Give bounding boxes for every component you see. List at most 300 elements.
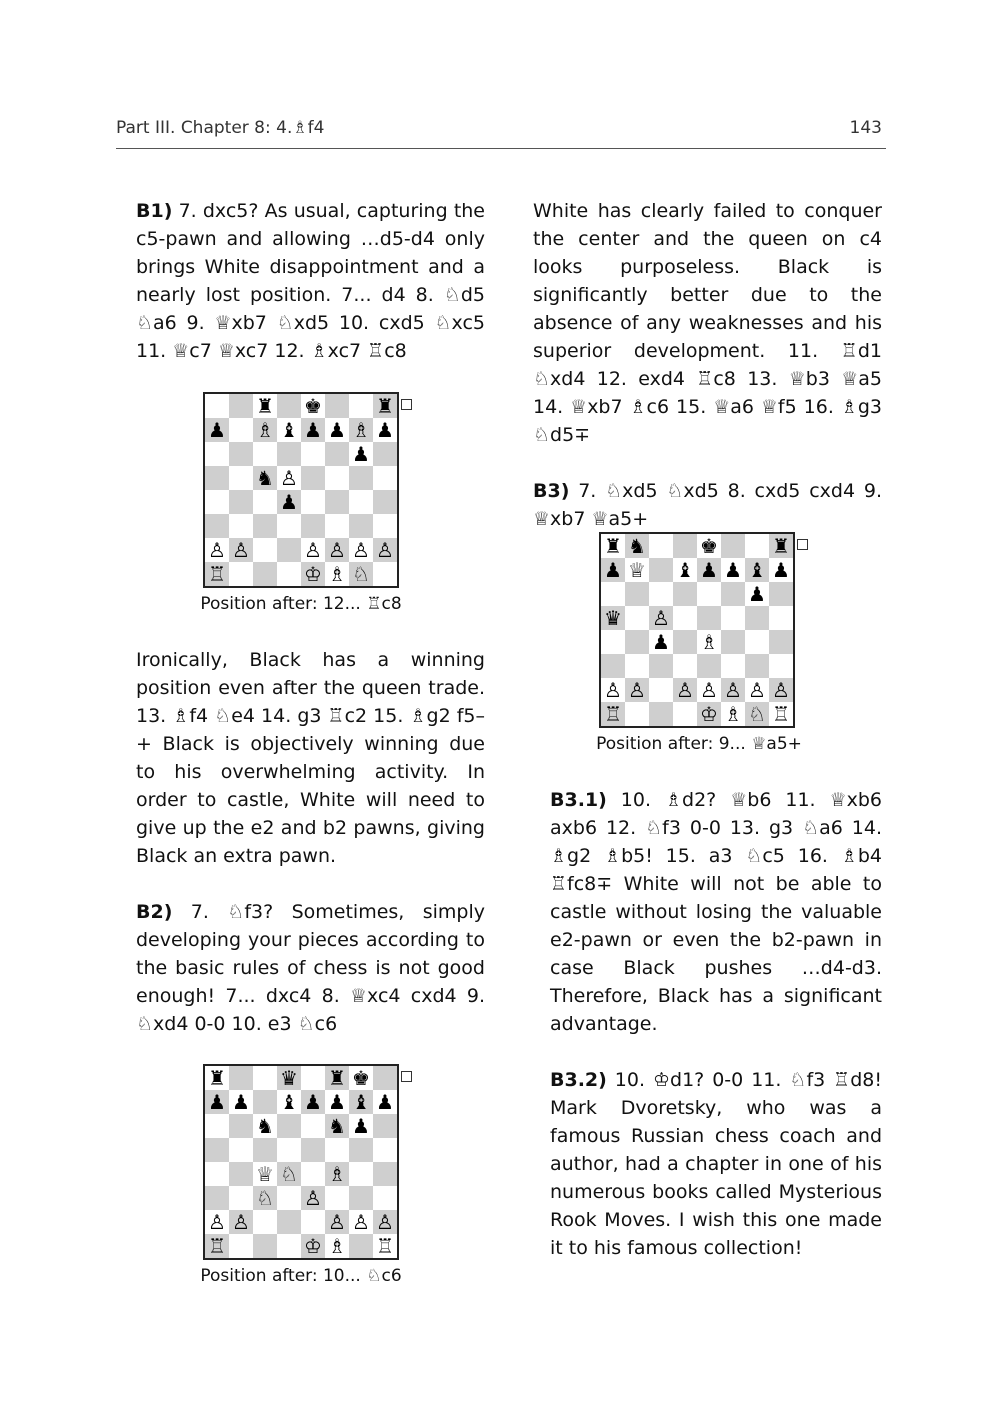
diagram-caption: Position after: 10... ♘c6	[200, 1266, 402, 1286]
board-square	[277, 1114, 301, 1138]
white-pawn-icon: ♙	[604, 678, 622, 702]
board-square	[229, 1186, 253, 1210]
white-pawn-icon: ♙	[772, 678, 790, 702]
board-square	[205, 1114, 229, 1138]
board-square	[325, 1090, 349, 1114]
black-pawn-icon: ♟	[328, 1090, 346, 1114]
white-queen-icon: ♕	[628, 558, 646, 582]
black-pawn-icon: ♟	[280, 490, 298, 514]
white-knight-icon: ♘	[280, 1162, 298, 1186]
white-pawn-icon: ♙	[628, 678, 646, 702]
white-pawn-icon: ♙	[232, 1210, 250, 1234]
board-square	[769, 630, 793, 654]
paragraph-b1	[136, 197, 485, 365]
board-square	[349, 1186, 373, 1210]
board-square	[373, 466, 397, 490]
board-square	[301, 418, 325, 442]
board-square	[229, 1114, 253, 1138]
board-square	[325, 442, 349, 466]
black-pawn-icon: ♟	[724, 558, 742, 582]
board-square	[325, 394, 349, 418]
board-square	[349, 1162, 373, 1186]
board-square	[373, 1138, 397, 1162]
black-pawn-icon: ♟	[352, 1114, 370, 1138]
paragraph-ironically	[136, 646, 485, 870]
board-square	[625, 630, 649, 654]
paragraph-b3-2	[550, 1066, 882, 1262]
black-knight-icon: ♞	[256, 1114, 274, 1138]
board-square	[253, 538, 277, 562]
side-to-move-marker	[401, 399, 412, 410]
board-square	[349, 1114, 373, 1138]
board-square	[229, 466, 253, 490]
board-square	[301, 1210, 325, 1234]
board-square	[745, 654, 769, 678]
left-column-top	[136, 197, 485, 365]
board-square	[649, 678, 673, 702]
paragraph-text: 7. ♘xd5 ♘xd5 8. cxd5 cxd4 9. ♕xb7 ♕a5+	[533, 480, 882, 530]
board-square	[721, 582, 745, 606]
board-square	[205, 1066, 229, 1090]
board-square	[205, 394, 229, 418]
board-square	[277, 1186, 301, 1210]
board-square	[229, 562, 253, 586]
black-bishop-icon: ♝	[280, 418, 298, 442]
paragraph-b3-1	[550, 786, 882, 1038]
white-queen-icon: ♕	[256, 1162, 274, 1186]
board-square	[301, 1234, 325, 1258]
white-pawn-icon: ♙	[652, 606, 670, 630]
board-square	[721, 534, 745, 558]
board-square	[697, 630, 721, 654]
board-square	[601, 582, 625, 606]
board-square	[205, 418, 229, 442]
white-pawn-icon: ♙	[676, 678, 694, 702]
board-square	[349, 538, 373, 562]
board-square	[349, 418, 373, 442]
board-square	[697, 702, 721, 726]
board-square	[649, 630, 673, 654]
board-square	[301, 1162, 325, 1186]
board-square	[253, 1066, 277, 1090]
board-square	[745, 702, 769, 726]
board-square	[301, 1066, 325, 1090]
board-square	[277, 418, 301, 442]
chess-diagram-3	[599, 532, 795, 728]
white-king-icon: ♔	[304, 562, 322, 586]
paragraph-b2	[136, 898, 485, 1038]
board-square	[325, 1162, 349, 1186]
board-square	[253, 1210, 277, 1234]
black-pawn-icon: ♟	[652, 630, 670, 654]
section-label: B1)	[136, 200, 173, 222]
white-pawn-icon: ♙	[304, 1186, 322, 1210]
board-square	[601, 702, 625, 726]
white-pawn-icon: ♙	[376, 538, 394, 562]
white-pawn-icon: ♙	[208, 1210, 226, 1234]
running-header	[116, 114, 886, 149]
board-square	[253, 490, 277, 514]
board-square	[601, 654, 625, 678]
section-label: B3.2)	[550, 1069, 607, 1091]
white-pawn-icon: ♙	[724, 678, 742, 702]
board-square	[601, 534, 625, 558]
board-square	[721, 678, 745, 702]
board-square	[205, 1186, 229, 1210]
section-label: B2)	[136, 901, 173, 923]
black-rook-icon: ♜	[604, 534, 622, 558]
black-queen-icon: ♛	[280, 1066, 298, 1090]
board-square	[205, 442, 229, 466]
board-square	[649, 582, 673, 606]
board-square	[205, 1138, 229, 1162]
board-square	[253, 1162, 277, 1186]
chess-diagram-2	[203, 1064, 399, 1260]
black-pawn-icon: ♟	[376, 1090, 394, 1114]
board-square	[649, 654, 673, 678]
board-square	[205, 514, 229, 538]
board-square	[673, 678, 697, 702]
chessboard	[203, 1064, 399, 1260]
board-square	[301, 442, 325, 466]
board-square	[277, 1138, 301, 1162]
board-square	[349, 394, 373, 418]
board-square	[253, 1234, 277, 1258]
board-square	[277, 1090, 301, 1114]
side-to-move-marker	[797, 539, 808, 550]
board-square	[325, 1234, 349, 1258]
board-square	[697, 558, 721, 582]
board-square	[349, 442, 373, 466]
side-to-move-marker	[401, 1071, 412, 1082]
board-square	[649, 606, 673, 630]
board-square	[253, 1114, 277, 1138]
black-pawn-icon: ♟	[232, 1090, 250, 1114]
board-square	[349, 1138, 373, 1162]
board-square	[721, 702, 745, 726]
white-pawn-icon: ♙	[328, 538, 346, 562]
white-pawn-icon: ♙	[208, 538, 226, 562]
white-pawn-icon: ♙	[232, 538, 250, 562]
white-bishop-icon: ♗	[700, 630, 718, 654]
board-square	[697, 654, 721, 678]
white-rook-icon: ♖	[208, 1234, 226, 1258]
board-square	[625, 558, 649, 582]
black-king-icon: ♚	[700, 534, 718, 558]
board-square	[229, 514, 253, 538]
board-square	[229, 418, 253, 442]
white-bishop-icon: ♗	[352, 418, 370, 442]
board-square	[301, 466, 325, 490]
board-square	[277, 1066, 301, 1090]
board-square	[373, 514, 397, 538]
board-square	[229, 1138, 253, 1162]
board-square	[325, 1138, 349, 1162]
white-knight-icon: ♘	[352, 562, 370, 586]
black-queen-icon: ♛	[604, 606, 622, 630]
black-pawn-icon: ♟	[700, 558, 718, 582]
board-square	[277, 394, 301, 418]
paragraph-text: Ironically, Black has a winning position even after the queen trade. 13. ♗f4 ♘e4 14. g3 ♖c2 15. ♗g2 f5–+ Black is objectively winning due to his overwhelming activity. In order to castle, White will need to give up the e2 and b2 pawns, giving Black an extra pawn.	[136, 649, 485, 867]
board-square	[625, 534, 649, 558]
board-square	[673, 702, 697, 726]
board-square	[373, 1066, 397, 1090]
white-pawn-icon: ♙	[352, 538, 370, 562]
board-square	[769, 606, 793, 630]
paragraph-b3	[533, 477, 882, 533]
black-pawn-icon: ♟	[328, 418, 346, 442]
black-bishop-icon: ♝	[280, 1090, 298, 1114]
white-rook-icon: ♖	[604, 702, 622, 726]
white-pawn-icon: ♙	[352, 1210, 370, 1234]
right-column-top	[533, 197, 882, 533]
white-pawn-icon: ♙	[328, 1210, 346, 1234]
board-square	[745, 534, 769, 558]
paragraph-text: White has clearly failed to conquer the center and the queen on c4 looks purposeless. Black is significantly better due to the absence of any weaknesses and his superior development. 11. ♖d1 ♘xd4 12. exd4 ♖c8 13. ♕b3 ♕a5 14. ♕xb7 ♗c6 15. ♕a6 ♕f5 16. ♗g3 ♘d5∓	[533, 200, 882, 446]
board-square	[205, 538, 229, 562]
board-square	[745, 582, 769, 606]
white-bishop-icon: ♗	[328, 562, 346, 586]
board-square	[673, 582, 697, 606]
black-rook-icon: ♜	[328, 1066, 346, 1090]
board-square	[253, 562, 277, 586]
board-square	[373, 394, 397, 418]
white-pawn-icon: ♙	[280, 466, 298, 490]
board-square	[721, 654, 745, 678]
page-number: 143	[849, 118, 882, 138]
board-square	[325, 490, 349, 514]
white-bishop-icon: ♗	[256, 418, 274, 442]
left-column-middle	[136, 646, 485, 1038]
black-bishop-icon: ♝	[352, 1090, 370, 1114]
chessboard	[599, 532, 795, 728]
board-square	[325, 418, 349, 442]
board-square	[601, 630, 625, 654]
black-pawn-icon: ♟	[604, 558, 622, 582]
board-square	[253, 418, 277, 442]
board-square	[277, 1162, 301, 1186]
board-square	[205, 1234, 229, 1258]
board-square	[229, 1234, 253, 1258]
white-pawn-icon: ♙	[700, 678, 718, 702]
board-square	[205, 1090, 229, 1114]
board-square	[277, 490, 301, 514]
white-rook-icon: ♖	[208, 562, 226, 586]
black-rook-icon: ♜	[376, 394, 394, 418]
board-square	[205, 562, 229, 586]
board-square	[349, 1066, 373, 1090]
board-square	[373, 1210, 397, 1234]
black-bishop-icon: ♝	[748, 558, 766, 582]
white-pawn-icon: ♙	[376, 1210, 394, 1234]
board-square	[205, 490, 229, 514]
board-square	[325, 466, 349, 490]
white-knight-icon: ♘	[748, 702, 766, 726]
board-square	[373, 418, 397, 442]
white-bishop-icon: ♗	[328, 1234, 346, 1258]
board-square	[301, 394, 325, 418]
white-bishop-icon: ♗	[724, 702, 742, 726]
white-king-icon: ♔	[304, 1234, 322, 1258]
black-bishop-icon: ♝	[676, 558, 694, 582]
board-square	[373, 1090, 397, 1114]
board-square	[277, 466, 301, 490]
board-square	[673, 558, 697, 582]
board-square	[277, 562, 301, 586]
board-square	[769, 702, 793, 726]
board-square	[301, 1186, 325, 1210]
black-rook-icon: ♜	[772, 534, 790, 558]
board-square	[745, 630, 769, 654]
black-pawn-icon: ♟	[304, 418, 322, 442]
board-square	[373, 1162, 397, 1186]
white-knight-icon: ♘	[256, 1186, 274, 1210]
black-pawn-icon: ♟	[304, 1090, 322, 1114]
white-rook-icon: ♖	[772, 702, 790, 726]
board-square	[673, 606, 697, 630]
board-square	[625, 654, 649, 678]
board-square	[721, 630, 745, 654]
black-knight-icon: ♞	[628, 534, 646, 558]
black-knight-icon: ♞	[256, 466, 274, 490]
board-square	[205, 1210, 229, 1234]
black-rook-icon: ♜	[256, 394, 274, 418]
board-square	[745, 606, 769, 630]
chessboard	[203, 392, 399, 588]
board-square	[277, 1210, 301, 1234]
black-knight-icon: ♞	[328, 1114, 346, 1138]
board-square	[205, 1162, 229, 1186]
board-square	[769, 582, 793, 606]
paragraph-text: 7. ♘f3? Sometimes, simply developing your pieces according to the basic rules of chess is not good enough! 7... dxc4 8. ♕xc4 cxd4 9. ♘xd4 0-0 10. e3 ♘c6	[136, 901, 485, 1035]
board-square	[349, 1234, 373, 1258]
board-square	[325, 1114, 349, 1138]
board-square	[601, 606, 625, 630]
paragraph-text: 10. ♗d2? ♕b6 11. ♕xb6 axb6 12. ♘f3 0-0 13. g3 ♘a6 14. ♗g2 ♗b5! 15. a3 ♘c5 16. ♗b4 ♖fc8∓ White will not be able to castle without losing the valuable e2-pawn or even the b2-pawn in case Black pushes …d4-d3. Therefore, Black has a significant advantage.	[550, 789, 882, 1035]
board-square	[229, 490, 253, 514]
black-rook-icon: ♜	[208, 1066, 226, 1090]
right-column-bottom	[550, 786, 882, 1262]
board-square	[349, 562, 373, 586]
black-king-icon: ♚	[352, 1066, 370, 1090]
black-pawn-icon: ♟	[376, 418, 394, 442]
board-square	[373, 538, 397, 562]
board-square	[373, 442, 397, 466]
board-square	[229, 1066, 253, 1090]
white-pawn-icon: ♙	[304, 538, 322, 562]
board-square	[769, 558, 793, 582]
black-pawn-icon: ♟	[748, 582, 766, 606]
board-square	[253, 514, 277, 538]
board-square	[325, 1210, 349, 1234]
board-square	[325, 1066, 349, 1090]
section-label: B3.1)	[550, 789, 607, 811]
board-square	[205, 466, 229, 490]
board-square	[649, 702, 673, 726]
board-square	[253, 1090, 277, 1114]
board-square	[745, 558, 769, 582]
board-square	[697, 582, 721, 606]
paragraph-text: 10. ♔d1? 0-0 11. ♘f3 ♖d8! Mark Dvoretsky, who was a famous Russian chess coach and author, had a chapter in one of his numerous books called Mysterious Rook Moves. I wish this one made it to his famous collection!	[550, 1069, 882, 1259]
board-square	[721, 606, 745, 630]
board-square	[697, 534, 721, 558]
board-square	[601, 678, 625, 702]
board-square	[769, 654, 793, 678]
black-pawn-icon: ♟	[352, 442, 370, 466]
white-pawn-icon: ♙	[748, 678, 766, 702]
board-square	[373, 562, 397, 586]
board-square	[625, 702, 649, 726]
board-square	[253, 1186, 277, 1210]
board-square	[349, 466, 373, 490]
board-square	[229, 442, 253, 466]
board-square	[301, 490, 325, 514]
chess-diagram-1	[203, 392, 399, 588]
board-square	[349, 1210, 373, 1234]
board-square	[649, 534, 673, 558]
board-square	[769, 678, 793, 702]
board-square	[673, 534, 697, 558]
board-square	[229, 394, 253, 418]
board-square	[673, 630, 697, 654]
board-square	[277, 1234, 301, 1258]
board-square	[325, 514, 349, 538]
board-square	[229, 1162, 253, 1186]
chapter-title: Part III. Chapter 8: 4.♗f4	[116, 118, 325, 138]
board-square	[301, 562, 325, 586]
board-square	[229, 1090, 253, 1114]
board-square	[301, 1090, 325, 1114]
board-square	[649, 558, 673, 582]
board-square	[769, 534, 793, 558]
board-square	[301, 1114, 325, 1138]
board-square	[325, 1186, 349, 1210]
board-square	[301, 538, 325, 562]
white-rook-icon: ♖	[376, 1234, 394, 1258]
board-square	[625, 678, 649, 702]
board-square	[601, 558, 625, 582]
black-pawn-icon: ♟	[208, 418, 226, 442]
board-square	[745, 678, 769, 702]
board-square	[373, 1114, 397, 1138]
board-square	[349, 1090, 373, 1114]
paragraph-continuation	[533, 197, 882, 449]
board-square	[625, 582, 649, 606]
white-king-icon: ♔	[700, 702, 718, 726]
board-square	[277, 442, 301, 466]
board-square	[253, 466, 277, 490]
diagram-caption: Position after: 12... ♖c8	[200, 594, 402, 614]
board-square	[349, 514, 373, 538]
black-pawn-icon: ♟	[208, 1090, 226, 1114]
paragraph-text: 7. dxc5? As usual, capturing the c5-pawn and allowing …d5-d4 only brings White disappointment and a nearly lost position. 7... d4 8. ♘d5 ♘a6 9. ♕xb7 ♘xd5 10. cxd5 ♘xc5 11. ♕c7 ♕xc7 12. ♗xc7 ♖c8	[136, 200, 485, 362]
diagram-caption: Position after: 9... ♕a5+	[596, 734, 802, 754]
board-square	[721, 558, 745, 582]
board-square	[301, 1138, 325, 1162]
board-square	[673, 654, 697, 678]
white-bishop-icon: ♗	[328, 1162, 346, 1186]
board-square	[301, 514, 325, 538]
section-label: B3)	[533, 480, 570, 502]
black-king-icon: ♚	[304, 394, 322, 418]
board-square	[325, 562, 349, 586]
black-pawn-icon: ♟	[772, 558, 790, 582]
board-square	[373, 1186, 397, 1210]
board-square	[697, 606, 721, 630]
board-square	[253, 394, 277, 418]
board-square	[253, 442, 277, 466]
board-square	[373, 1234, 397, 1258]
